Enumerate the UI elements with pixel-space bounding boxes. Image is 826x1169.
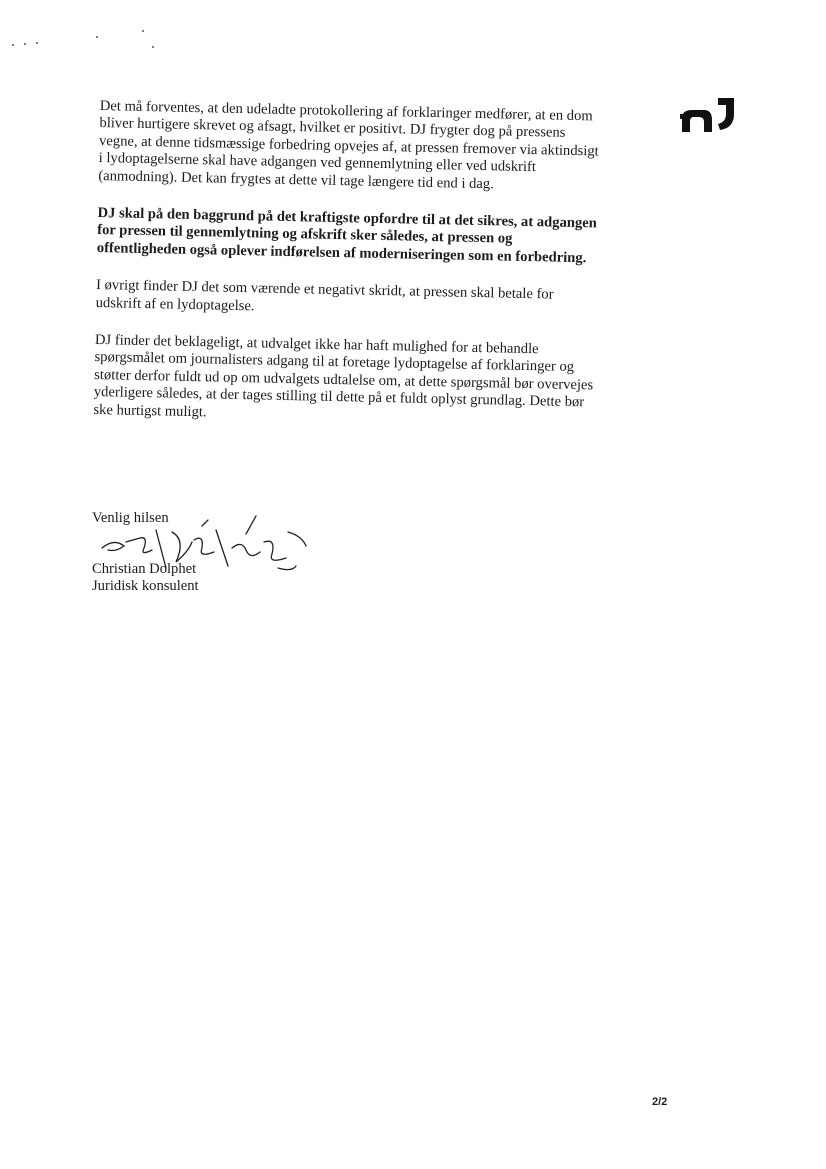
letter-body <box>93 98 600 449</box>
scan-speck <box>36 42 38 44</box>
page-number: 2/2 <box>652 1096 668 1108</box>
body-paragraph: Det må forventes, at den udeladte protokollering af forklaringer medfører, at en dom bliver hurtigere skrevet og afsagt, hvilket er positivt. DJ frygter dog på pressens vegne, at denne tidsmæssige forbedring opvejes af, at pressen fremover via aktindsigt i lydoptagelserne skal have adgangen ved gennemlytning eller ved udskrift (anmodning). Det kan frygtes at dette vil tage længere tid end i dag. <box>98 98 599 192</box>
body-paragraph: DJ finder det beklageligt, at udvalget ikke har haft mulighed for at behandle spørgsmålet om journalisters adgang til at foretage lydoptagelse af forklaringer og støtter derfor fuldt ud op om udvalgets udtalelse om, at dette spørgsmål bør overvejes yderligere således, at der tages stilling til dette på et fuldt oplyst grundlag. Dette bør ske hurtigst muligt. <box>93 332 594 420</box>
scan-speck <box>96 36 98 38</box>
signature-image <box>96 512 316 582</box>
body-paragraph-emphasis: DJ skal på den baggrund på det kraftigste opfordre til at det sikres, at adgangen for pressen til gennemlytning og afskrift sker således, at pressen og offentligheden også oplever indførelsen af moderniseringen som en forbedring. <box>96 205 597 267</box>
dj-logo-icon <box>678 92 742 136</box>
body-paragraph: I øvrigt finder DJ det som værende et negativt skridt, at pressen skal betale for udskrift af en lydoptagelse. <box>95 277 554 314</box>
signer-title: Juridisk konsulent <box>92 578 199 594</box>
scan-speck <box>24 43 26 45</box>
scan-speck <box>152 46 154 48</box>
scan-speck <box>142 30 144 32</box>
signer-name: Christian Dolphet <box>92 561 197 577</box>
greeting: Venlig hilsen <box>92 510 169 526</box>
scan-speck <box>12 44 14 46</box>
